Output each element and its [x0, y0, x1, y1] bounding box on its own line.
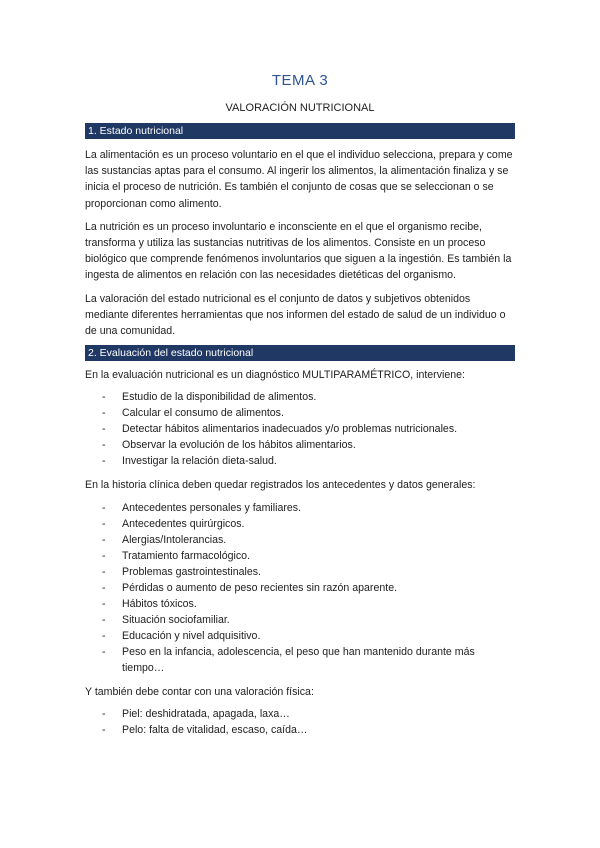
- list-item: - Tratamiento farmacológico.: [85, 548, 515, 564]
- paragraph: La valoración del estado nutricional es el conjunto de datos y subjetivos obtenidos mediante diferentes herramientas que nos informen del estado de salud de un individuo o de una comunidad.: [85, 292, 506, 338]
- document-body: [85, 123, 515, 738]
- list-item: - Situación sociofamiliar.: [85, 612, 515, 628]
- list-item: - Pelo: falta de vitalidad, escaso, caída…: [85, 722, 515, 738]
- paragraph: En la historia clínica deben quedar registrados los antecedentes y datos generales:: [85, 479, 476, 492]
- list-item: - Hábitos tóxicos.: [85, 596, 515, 612]
- paragraph: La nutrición es un proceso involuntario e inconsciente en el que el organismo recibe, transforma y utiliza las sustancias nutritivas de los alimentos. Consiste en un proceso biológico que comprende fenómenos involuntarios que siguen a la ingestión. Es también la ingesta de alimentos en relación con las necesidades dietéticas del organismo.: [85, 220, 512, 282]
- list-item: - Calcular el consumo de alimentos.: [85, 405, 515, 421]
- page-subtitle: VALORACIÓN NUTRICIONAL: [225, 102, 375, 114]
- list-valoracion-fisica: [85, 706, 515, 738]
- list-item: - Pérdidas o aumento de peso recientes sin razón aparente.: [85, 580, 515, 596]
- list-parametros: [85, 389, 515, 469]
- list-item: - Antecedentes quirúrgicos.: [85, 516, 515, 532]
- section-heading-estado-nutricional: 1. Estado nutricional: [85, 123, 515, 139]
- list-item: - Observar la evolución de los hábitos alimentarios.: [85, 437, 515, 453]
- list-antecedentes: [85, 500, 515, 676]
- list-item: - Peso en la infancia, adolescencia, el peso que han mantenido durante más tiempo…: [85, 644, 515, 676]
- list-item: - Problemas gastrointestinales.: [85, 564, 515, 580]
- list-item: - Piel: deshidratada, apagada, laxa…: [85, 706, 515, 722]
- list-item: - Estudio de la disponibilidad de alimentos.: [85, 389, 515, 405]
- section-heading-evaluacion: 2. Evaluación del estado nutricional: [85, 345, 515, 361]
- paragraph: Y también debe contar con una valoración física:: [85, 685, 314, 698]
- list-item: - Investigar la relación dieta-salud.: [85, 453, 515, 469]
- list-item: - Educación y nivel adquisitivo.: [85, 628, 515, 644]
- list-item: - Alergias/Intolerancias.: [85, 532, 515, 548]
- paragraph: En la evaluación nutricional es un diagnóstico MULTIPARAMÉTRICO, interviene:: [85, 369, 465, 382]
- list-item: - Detectar hábitos alimentarios inadecuados y/o problemas nutricionales.: [85, 421, 515, 437]
- list-item: - Antecedentes personales y familiares.: [85, 500, 515, 516]
- paragraph: La alimentación es un proceso voluntario en el que el individuo selecciona, prepara y come las sustancias aptas para el consumo. Al ingerir los alimentos, la alimentación finaliza y se inicia el proceso de nutrición. Es también el conjunto de cosas que se seleccionan o se proporcionan como alimento.: [85, 149, 513, 210]
- page-title: TEMA 3: [271, 72, 329, 89]
